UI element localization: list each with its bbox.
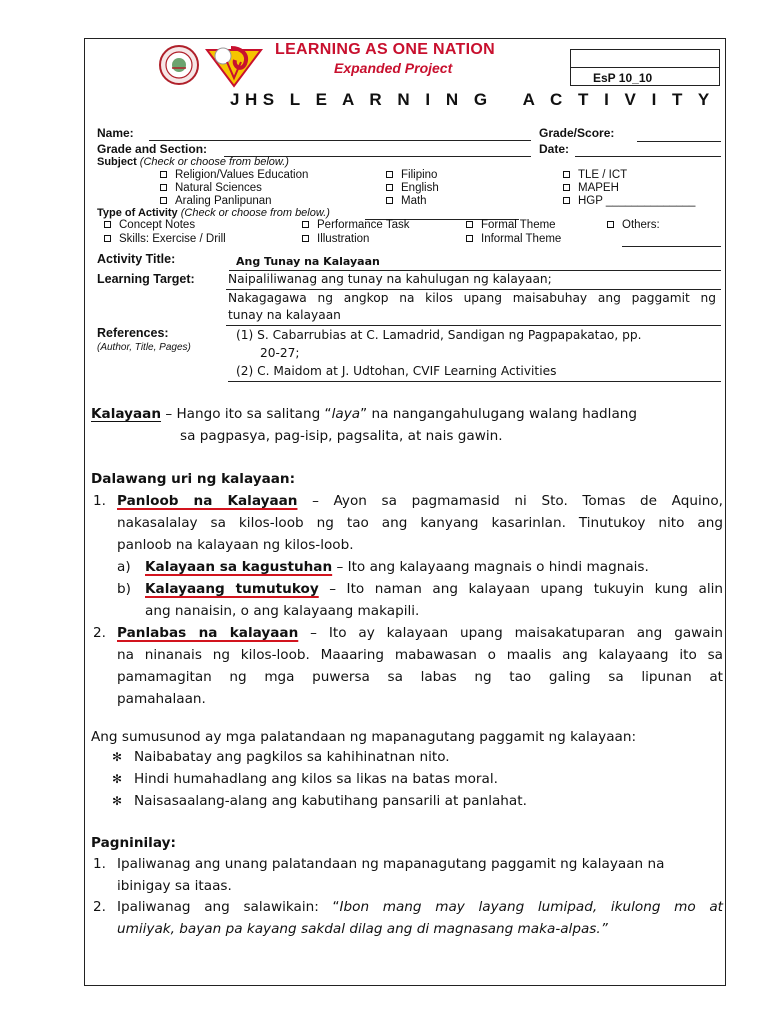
subject-option[interactable]: Filipino (386, 169, 437, 181)
sub-item-b: Kalayaang tumutukoy – Ito naman ang kalayaan upang tukuyin kung alin (145, 581, 723, 597)
sign-bullet: ✻ Hindi humahadlang ang kilos sa likas na batas moral. (112, 768, 498, 790)
item2-line: na ninanais ng kilos-loob. Maaaring mabawasan o maalis ang kalayaang ito sa (117, 647, 723, 663)
grade-score-field[interactable] (637, 141, 721, 142)
definition-continuation: sa pagpasya, pag-isip, pagsalita, at nais gawin. (180, 428, 503, 444)
learning-target-line: Nakagagawa ng angkop na kilos upang maisabuhay ang paggamit ng (228, 291, 716, 305)
checkbox-icon[interactable] (386, 184, 393, 191)
definition-word: laya (331, 406, 361, 422)
question-line: Ipaliwanag ang unang palatandaan ng mapanagutang paggamit ng kalayaan na (117, 856, 665, 872)
item2-line: pamahalaan. (117, 691, 206, 707)
checkbox-icon[interactable] (104, 221, 111, 228)
date-field[interactable] (575, 156, 721, 157)
checkbox-icon[interactable] (160, 184, 167, 191)
item1-line: panloob na kalayaan ng kilos-loob. (117, 537, 354, 553)
checkbox-icon[interactable] (466, 221, 473, 228)
checkbox-icon[interactable] (160, 197, 167, 204)
asterisk-bullet-icon: ✻ (112, 772, 123, 786)
subject-code-box (570, 49, 720, 86)
checkbox-icon[interactable] (386, 197, 393, 204)
subject-label: Subject (97, 156, 137, 168)
sub-item-label: b) (117, 581, 131, 597)
item2-line: pamamagitan ng mga puwersa sa labas ng tao galing sa lipunan at (117, 669, 723, 685)
checkbox-icon[interactable] (563, 171, 570, 178)
references-label: References: (97, 326, 169, 340)
item1-line: Panloob na Kalayaan – Ayon sa pagmamasid ni Sto. Tomas de Aquino, (117, 493, 723, 509)
type-option[interactable]: Informal Theme (466, 233, 561, 245)
sub-b-term: Kalayaang tumutukoy (145, 581, 319, 597)
subject-option[interactable]: TLE / ICT (563, 169, 627, 181)
signs-intro: Ang sumusunod ay mga palatandaan ng mapanagutang paggamit ng kalayaan: (91, 729, 637, 745)
checkbox-icon[interactable] (302, 235, 309, 242)
type-option[interactable]: Skills: Exercise / Drill (104, 233, 226, 245)
activity-title-underline (229, 270, 721, 271)
learning-target-underline (226, 289, 721, 290)
checkbox-icon[interactable] (104, 235, 111, 242)
checkbox-icon[interactable] (607, 221, 614, 228)
subject-hint: (Check or choose from below.) (139, 156, 289, 168)
project-subtitle: Expanded Project (334, 60, 453, 76)
subject-option[interactable]: Araling Panlipunan (160, 195, 272, 207)
reference-line: (2) C. Maidom at J. Udtohan, CVIF Learning Activities (236, 364, 557, 378)
asterisk-bullet-icon: ✻ (112, 750, 123, 764)
learning-target-line: Naipaliliwanag ang tunay na kahulugan ng kalayaan; (228, 272, 552, 286)
type-option[interactable]: Formal Theme (466, 219, 556, 231)
sub-item-a: Kalayaan sa kagustuhan – Ito ang kalayaang magnais o hindi magnais. (145, 559, 649, 575)
item2-term: Panlabas na kalayaan (117, 625, 299, 641)
sign-bullet: ✻ Naisasaalang-alang ang kabutihang pansarili at panlahat. (112, 790, 527, 812)
subject-option[interactable]: English (386, 182, 439, 194)
type-heading (97, 207, 330, 219)
subject-option[interactable]: Religion/Values Education (160, 169, 308, 181)
definition-paragraph: Kalayaan – Hango ito sa salitang “laya” na nangangahulugang walang hadlang (91, 406, 638, 422)
type-option[interactable]: Performance Task (302, 219, 409, 231)
activity-title-value: Ang Tunay na Kalayaan (236, 255, 380, 268)
learning-target-underline (226, 325, 721, 326)
question-line: Ipaliwanag ang salawikain: “Ibon mang may layang lumipad, ikulong mo at (117, 899, 723, 915)
checkbox-icon[interactable] (466, 235, 473, 242)
question-number: 1. (93, 856, 106, 872)
question-line: ibinigay sa itaas. (117, 878, 232, 894)
learning-target-line: tunay na kalayaan (228, 308, 341, 322)
subject-option[interactable]: Math (386, 195, 427, 207)
item-number: 1. (93, 493, 106, 509)
question-line: umiiyak, bayan pa kayang sakdal dilag ang di magnasang maka-alpas.” (117, 921, 608, 937)
type-option[interactable]: Concept Notes (104, 219, 195, 231)
reflection-heading: Pagninilay: (91, 835, 176, 851)
sub-item-label: a) (117, 559, 131, 575)
references-hint: (Author, Title, Pages) (97, 342, 191, 353)
types-heading: Dalawang uri ng kalayaan: (91, 471, 296, 487)
checkbox-icon[interactable] (563, 184, 570, 191)
name-field[interactable] (149, 140, 531, 141)
date-label: Date: (539, 142, 570, 156)
checkbox-icon[interactable] (563, 197, 570, 204)
grade-score-label: Grade/Score: (539, 126, 615, 140)
grade-section-label: Grade and Section: (97, 142, 208, 156)
sub-item-b-continuation: ang nanaisin, o ang kalayaang makapili. (145, 603, 420, 619)
subject-option[interactable]: HGP ______________ (563, 195, 695, 207)
item2-line: Panlabas na kalayaan – Ito ay kalayaan upang maisakatuparan ang gawain (117, 625, 723, 641)
project-title: LEARNING AS ONE NATION (275, 41, 495, 58)
activity-heading: JHS L E A R N I N G A C T I V I T Y (230, 90, 715, 109)
sign-bullet: ✻ Naibabatay ang pagkilos sa kahihinatnan nito. (112, 746, 450, 768)
item-number: 2. (93, 625, 106, 641)
type-option[interactable]: Illustration (302, 233, 369, 245)
checkbox-icon[interactable] (160, 171, 167, 178)
checkbox-icon[interactable] (302, 221, 309, 228)
item1-line: nakasalalay sa kilos-loob ng tao ang kanyang kasarinlan. Tinutukoy nito ang (117, 515, 723, 531)
reference-line: 20-27; (260, 346, 300, 360)
name-label: Name: (97, 126, 134, 140)
type-label: Type of Activity (97, 207, 178, 219)
type-hint: (Check or choose from below.) (180, 207, 330, 219)
sub-a-term: Kalayaan sa kagustuhan (145, 559, 333, 575)
type-option[interactable]: Others: (607, 219, 660, 231)
question-number: 2. (93, 899, 106, 915)
subject-option[interactable]: MAPEH (563, 182, 619, 194)
project-logo (205, 44, 263, 88)
item1-term: Panloob na Kalayaan (117, 493, 298, 509)
asterisk-bullet-icon: ✻ (112, 794, 123, 808)
reference-line: (1) S. Cabarrubias at C. Lamadrid, Sandigan ng Pagpapakatao, pp. (236, 328, 642, 342)
others-field[interactable] (622, 246, 721, 247)
school-seal-logo (158, 44, 200, 86)
activity-title-label: Activity Title: (97, 252, 176, 266)
references-underline (228, 381, 721, 382)
subject-heading (97, 156, 289, 168)
checkbox-icon[interactable] (386, 171, 393, 178)
subject-code: EsP 10_10 (593, 71, 653, 85)
learning-target-label: Learning Target: (97, 272, 195, 286)
definition-term: Kalayaan (91, 406, 162, 422)
subject-option[interactable]: Natural Sciences (160, 182, 262, 194)
